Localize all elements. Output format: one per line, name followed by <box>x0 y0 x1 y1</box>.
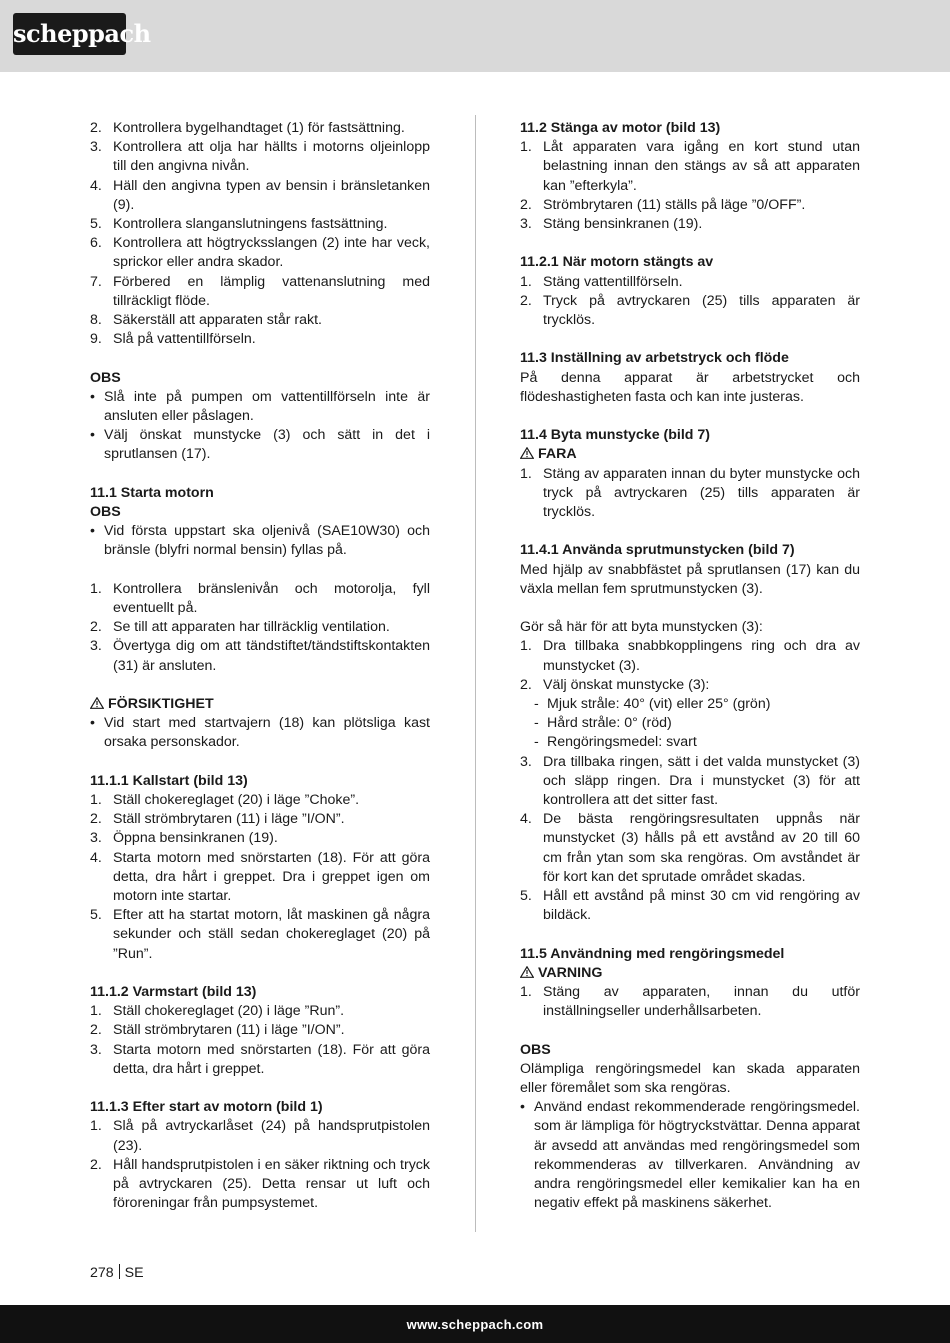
list-number: 3. <box>90 139 102 156</box>
list-item <box>90 906 430 964</box>
list-text: Låt apparaten vara igång en kort stund utan belastning innan den stängs av så att apparaten kan ”efterkyla”. <box>543 139 860 194</box>
section-11-2-1-heading: 11.2.1 När motorn stängts av <box>520 254 714 271</box>
section-11-2-list <box>520 138 860 234</box>
list-number: 3. <box>520 216 532 233</box>
section-11-3-text: På denna apparat är arbetstrycket och flödeshastigheten fasta och kan inte justeras. <box>520 369 860 405</box>
list-number: 2. <box>90 1022 102 1039</box>
list-number: 9. <box>90 331 102 348</box>
section-11-4-1-heading: 11.4.1 Använda sprutmunstycken (bild 7) <box>520 542 795 559</box>
section-11-4-heading: 11.4 Byta munstycke (bild 7) <box>520 427 711 444</box>
list-text: Förbered en lämplig vattenanslutning med tillräckligt flöde. <box>113 273 430 309</box>
obs-bullet: • Använd endast rekommenderade rengöringsmedel. som är lämpliga för högtryckstvättar. Denna apparat är avsedd att användas med rengöringsmedel som rekommenderas av tillverkaren. Användning av andra rengöringsmedel eller kemikalier kan ha en negativ effekt på maskinens säkerhet. <box>520 1099 860 1212</box>
list-item <box>90 1156 430 1214</box>
list-text: Stäng av apparaten, innan du utför inställningseller underhållsarbeten. <box>543 984 860 1020</box>
list-number: 2. <box>520 676 532 693</box>
list-item <box>90 849 430 907</box>
warning-heading: VARNING <box>520 964 860 983</box>
list-number: 1. <box>520 139 532 156</box>
obs-heading: OBS <box>520 1041 551 1058</box>
column-divider <box>475 115 476 1232</box>
list-item <box>90 234 430 272</box>
warning-triangle-icon <box>520 447 534 459</box>
list-text: Stäng bensinkranen (19). <box>543 216 703 233</box>
list-text: Stäng vattentillförseln. <box>543 273 683 290</box>
list-number: 2. <box>520 196 532 213</box>
section-11-2-heading: 11.2 Stänga av motor (bild 13) <box>520 120 721 136</box>
list-text: Håll ett avstånd på minst 30 cm vid rengöring av bildäck. <box>543 888 860 924</box>
warning-triangle-icon <box>520 966 534 978</box>
list-number: 6. <box>90 235 102 252</box>
list-text: Öppna bensinkranen (19). <box>113 830 278 847</box>
section-11-4-1-list-a <box>520 637 860 695</box>
list-number: 5. <box>90 907 102 924</box>
list-text: Dra tillbaka ringen, sätt i det valda munstycket (3) och släpp ringen. Dra i munstycket (3) för att kontrollera att det sitter fast. <box>543 753 860 809</box>
list-number: 4. <box>90 177 102 194</box>
section-11-1-obs-heading: OBS <box>90 504 121 521</box>
list-text: Håll handsprutpistolen i en säker riktning och tryck på avtryckaren (25). Detta rensar ut luft och föroreningar från pumpsystemet. <box>113 1156 430 1212</box>
section-11-3-heading: 11.3 Inställning av arbetstryck och flöde <box>520 350 789 367</box>
section-11-1-2-list <box>90 1002 430 1079</box>
list-number: 1. <box>90 792 102 809</box>
list-text: De bästa rengöringsresultaten uppnås när munstycket (3) hålls på ett avstånd av 20 till 60 cm från ytan som ska rengöras. Om avståndet är för kort kan det sprutade området skadas. <box>543 811 860 885</box>
section-11-4-1-text: Med hjälp av snabbfästet på sprutlansen (17) kan du växla mellan fem sprutmunstycken (3). <box>520 561 860 597</box>
list-item <box>520 887 860 925</box>
nozzle-options <box>520 695 860 753</box>
list-item <box>90 1021 430 1040</box>
bullet-item: • Välj önskat munstycke (3) och sätt in det i sprutlansen (17). <box>90 427 430 463</box>
list-text: Stäng av apparaten innan du byter munstycke och tryck på avtryckaren (25) tills apparaten är trycklös. <box>543 465 860 521</box>
page-number: 278 SE <box>90 1265 144 1281</box>
warning-triangle-icon <box>90 697 104 709</box>
list-item <box>520 292 860 330</box>
section-11-4-1-intro: Gör så här för att byta munstycken (3): <box>520 619 763 636</box>
website-link[interactable]: www.scheppach.com <box>406 1317 544 1332</box>
section-11-1-1-heading: 11.1.1 Kallstart (bild 13) <box>90 772 248 789</box>
footer-bar <box>0 1305 950 1343</box>
list-number: 4. <box>520 811 532 828</box>
list-number: 4. <box>90 849 102 866</box>
list-text: Välj önskat munstycke (3): <box>543 676 710 693</box>
sub-item: - Hård stråle: 0° (röd) <box>534 715 672 732</box>
list-number: 1. <box>520 984 532 1001</box>
list-text: Dra tillbaka snabbkopplingens ring och dra av munstycket (3). <box>543 638 860 674</box>
list-item <box>90 330 430 349</box>
list-text: Kontrollera bränslenivån och motorolja, fyll eventuellt på. <box>113 580 430 617</box>
list-item <box>520 983 860 1021</box>
list-number: 2. <box>90 120 102 136</box>
list-item <box>90 311 430 330</box>
bullet-item: • Slå inte på pumpen om vattentillförseln inte är ansluten eller påslagen. <box>90 388 430 425</box>
list-item <box>90 177 430 215</box>
list-text: Kontrollera att högtrycksslangen (2) inte har veck, sprickor eller andra skador. <box>113 235 430 271</box>
caution-heading: FÖRSIKTIGHET <box>90 695 430 714</box>
list-text: Kontrollera bygelhandtaget (1) för fastsättning. <box>113 120 405 136</box>
list-number: 3. <box>520 753 532 770</box>
list-text: Slå på avtryckarlåset (24) på handsprutpistolen (23). <box>113 1118 430 1154</box>
list-item <box>90 138 430 176</box>
list-number: 8. <box>90 312 102 329</box>
list-number: 1. <box>90 1118 102 1135</box>
section-11-2-1-list <box>520 273 860 331</box>
list-text: Slå på vattentillförseln. <box>113 331 256 348</box>
section-11-1-list <box>90 580 430 676</box>
left-column <box>90 119 430 1213</box>
sub-item: - Rengöringsmedel: svart <box>534 734 697 751</box>
list-item <box>90 637 430 675</box>
section-11-5-heading: 11.5 Användning med rengöringsmedel <box>520 945 785 962</box>
list-number: 1. <box>90 580 102 597</box>
list-text: Häll den angivna typen av bensin i bränsletanken (9). <box>113 177 430 213</box>
list-item <box>520 273 860 292</box>
list-number: 3. <box>90 1041 102 1058</box>
list-number: 3. <box>90 830 102 847</box>
caution-bullet: • Vid start med startvajern (18) kan plötsliga kast orsaka personskador. <box>90 715 430 751</box>
list-number: 5. <box>520 888 532 905</box>
list-item <box>90 119 430 138</box>
section-11-1-3-heading: 11.1.3 Efter start av motorn (bild 1) <box>90 1099 323 1116</box>
list-item <box>90 1117 430 1155</box>
list-text: Ställ chokereglaget (20) i läge ”Run”. <box>113 1003 345 1020</box>
list-number: 7. <box>90 273 102 290</box>
list-text: Starta motorn med snörstarten (18). För att göra detta, dra hårt i greppet. <box>113 1041 430 1077</box>
section-11-1-2-heading: 11.1.2 Varmstart (bild 13) <box>90 984 257 1001</box>
list-text: Se till att apparaten har tillräcklig ventilation. <box>113 619 390 636</box>
list-text: Kontrollera att olja har hällts i motorns oljeinlopp till den angivna nivån. <box>113 139 430 175</box>
section-11-1-bullet: • Vid första uppstart ska oljenivå (SAE10W30) och bränsle (blyfri normal bensin) fyllas på. <box>90 523 430 559</box>
list-text: Ställ strömbrytaren (11) i läge ”I/ON”. <box>113 811 345 828</box>
section-11-4-list <box>520 465 860 523</box>
right-column <box>520 119 860 1213</box>
sub-item: - Mjuk stråle: 40° (vit) eller 25° (grön) <box>534 696 771 713</box>
list-item <box>90 1002 430 1021</box>
obs-bullets <box>90 388 430 465</box>
list-item <box>520 810 860 887</box>
header-bar <box>0 0 950 72</box>
list-number: 2. <box>520 292 532 309</box>
list-item <box>520 138 860 196</box>
section-11-1-heading: 11.1 Starta motorn <box>90 484 214 501</box>
list-text: Säkerställ att apparaten står rakt. <box>113 312 322 329</box>
list-text: Strömbrytaren (11) ställs på läge ”0/OFF”. <box>543 196 806 213</box>
section-11-1-1-list <box>90 791 430 964</box>
list-item <box>90 215 430 234</box>
list-item <box>520 676 860 695</box>
list-number: 5. <box>90 216 102 233</box>
list-item <box>520 465 860 523</box>
intro-list <box>90 119 430 349</box>
list-item <box>90 580 430 618</box>
list-number: 2. <box>90 1156 102 1173</box>
list-item <box>90 1041 430 1079</box>
list-item <box>90 829 430 848</box>
list-text: Ställ chokereglaget (20) i läge ”Choke”. <box>113 792 360 809</box>
list-number: 3. <box>90 638 102 655</box>
list-item <box>520 196 860 215</box>
list-text: Kontrollera slanganslutningens fastsättning. <box>113 216 388 233</box>
list-item <box>520 637 860 675</box>
list-item <box>90 810 430 829</box>
list-number: 1. <box>520 273 532 290</box>
obs-text: Olämpliga rengöringsmedel kan skada apparaten eller föremålet som ska rengöras. <box>520 1060 860 1097</box>
scheppach-logo: scheppach <box>13 13 126 55</box>
list-item <box>520 753 860 811</box>
section-11-5-list <box>520 983 860 1021</box>
list-text: Övertyga dig om att tändstiftet/tändstiftskontakten (31) är ansluten. <box>113 638 430 674</box>
list-item <box>90 273 430 311</box>
obs-heading: OBS <box>90 369 121 386</box>
list-item <box>90 618 430 637</box>
list-number: 1. <box>90 1003 102 1020</box>
section-11-4-1-list-b <box>520 753 860 926</box>
list-text: Starta motorn med snörstarten (18). För att göra detta, dra hårt i greppet. Dra i greppet igen om motorn inte startar. <box>113 849 430 905</box>
list-number: 2. <box>90 811 102 828</box>
list-text: Ställ strömbrytaren (11) i läge ”I/ON”. <box>113 1022 345 1039</box>
danger-heading: FARA <box>520 445 860 464</box>
section-11-1-3-list <box>90 1117 430 1213</box>
list-number: 2. <box>90 619 102 636</box>
list-text: Efter att ha startat motorn, låt maskinen gå några sekunder och ställ sedan chokereglaget (20) på ”Run”. <box>113 907 430 962</box>
list-number: 1. <box>520 638 532 655</box>
list-number: 1. <box>520 465 532 482</box>
list-item <box>90 791 430 810</box>
list-text: Tryck på avtryckaren (25) tills apparaten är trycklös. <box>543 292 860 329</box>
list-item <box>520 215 860 234</box>
